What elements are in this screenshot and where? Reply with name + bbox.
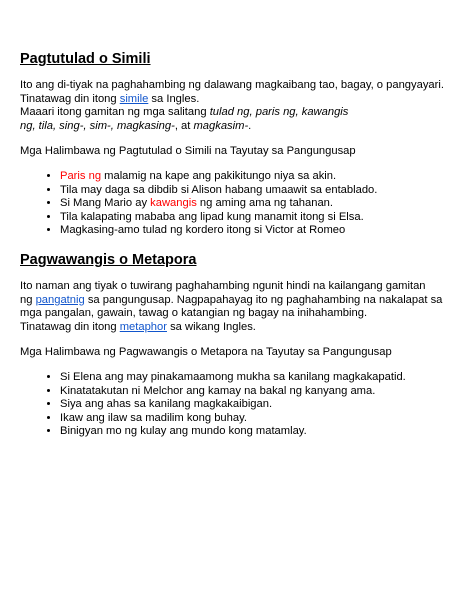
section-heading-metapora: Pagwawangis o Metapora	[20, 251, 197, 268]
metaphor-link[interactable]: metaphor	[119, 320, 167, 333]
list-item: • Si Elena ang may pinakamaamong mukha sa kanilang magkakapatid.	[60, 371, 460, 385]
document-content	[20, 50, 460, 439]
simile-link[interactable]: simile	[119, 92, 149, 105]
list-item: • Tila may daga sa dibdib si Alison habang umaawit sa entablado.	[60, 184, 460, 198]
list-item: • Binigyan mo ng kulay ang mundo kong matamlay.	[60, 425, 460, 439]
list-item: • Si Mang Mario ay kawangis ng aming ama ng tahanan.	[60, 197, 460, 211]
list-item: • Kinatatakutan ni Melchor ang kamay na bakal ng kanyang ama.	[60, 385, 460, 399]
simili-examples-intro: Mga Halimbawa ng Pagtutulad o Simili na Tayutay sa Pangungusap	[20, 145, 356, 158]
metapora-examples-list	[20, 371, 460, 439]
section-heading-simili: Pagtutulad o Simili	[20, 51, 151, 67]
metapora-examples-intro: Mga Halimbawa ng Pagwawangis o Metapora na Tayutay sa Pangungusap	[20, 346, 392, 359]
list-item: • Ikaw ang ilaw sa madilim kong buhay.	[60, 412, 460, 426]
metapora-definition: Ito naman ang tiyak o tuwirang paghahambing ngunit hindi na kailangang gamitan ng pangatnig sa pangungusap. Nagpapahayag ito ng paghahambing na nakalapat sa mga pangalan, gawain, tawag o katangian ng bagay na inihahambing. Tinatawag din itong metaphor sa wikang Ingles.	[20, 279, 443, 333]
list-item: • Tila kalapating mababa ang lipad kung manamit itong si Elsa.	[60, 211, 460, 225]
simili-examples-list	[20, 170, 460, 238]
list-item: • Siya ang ahas sa kanilang magkakaibigan.	[60, 398, 460, 412]
list-item: • Magkasing-amo tulad ng kordero itong si Victor at Romeo	[60, 224, 460, 238]
simili-definition: Ito ang di-tiyak na paghahambing ng dalawang magkaibang tao, bagay, o pangyayari. Tinatawag din itong simile sa Ingles. Maaari itong gamitan ng mga salitang tulad ng, paris ng, kawangis ng, tila, sing-, sim-, magkasing-, at magkasim-.	[20, 79, 444, 132]
pangatnig-link[interactable]: pangatnig	[35, 293, 85, 306]
list-item: • Paris ng malamig na kape ang pakikitungo niya sa akin.	[60, 170, 460, 184]
